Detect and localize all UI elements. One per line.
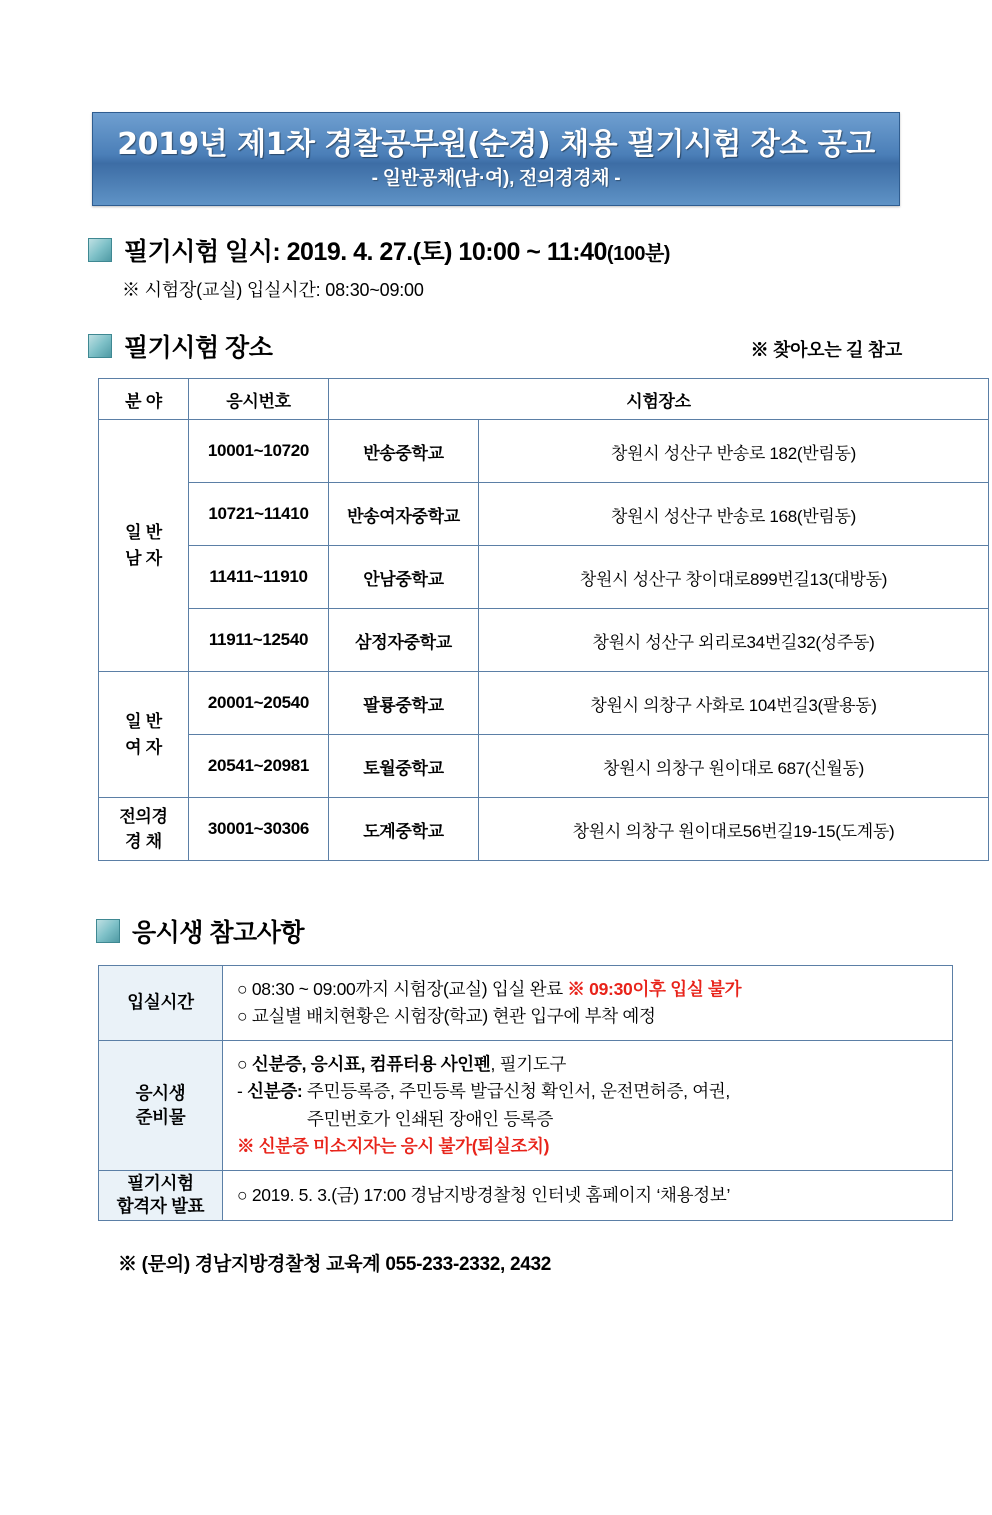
notes-row — [99, 1170, 953, 1220]
table-row — [99, 798, 989, 861]
school-name-cell: 팔룡중학교 — [329, 672, 479, 735]
banner-title: 2019년 제1차 경찰공무원(순경) 채용 필기시험 장소 공고 — [117, 127, 875, 162]
school-name-cell: 반송여자중학교 — [329, 483, 479, 546]
school-address-cell: 창원시 의창구 원이대로 687(신월동) — [479, 735, 989, 798]
notes-line — [237, 976, 940, 1003]
square-bullet-icon — [88, 334, 112, 358]
notes-line — [237, 1078, 940, 1105]
venue-right-note: ※ 찾아오는 길 참고 — [750, 340, 902, 360]
col-numbers: 응시번호 — [189, 379, 329, 420]
table-row — [99, 672, 989, 735]
exam-number-range-cell: 10001~10720 — [189, 420, 329, 483]
notes-text: ○ 08:30 ~ 09:00까지 시험장(교실) 입실 완료 — [237, 979, 568, 999]
school-address-cell: 창원시 성산구 외리로34번길32(성주동) — [479, 609, 989, 672]
contact-line: ※ (문의) 경남지방경찰청 교육계 055-233-2332, 2432 — [118, 1254, 552, 1275]
col-venue: 시험장소 — [329, 379, 989, 420]
school-address-cell: 창원시 성산구 창이대로899번길13(대방동) — [479, 546, 989, 609]
exam-number-range-cell: 11411~11910 — [189, 546, 329, 609]
datetime-heading-main: 필기시험 일시: 2019. 4. 27.(토) 10:00 ~ 11:40 — [124, 238, 607, 266]
school-name-cell: 도계중학교 — [329, 798, 479, 861]
datetime-heading-text — [124, 232, 670, 268]
table-row — [99, 735, 989, 798]
datetime-heading-tail: (100분) — [606, 243, 670, 265]
notes-row — [99, 966, 953, 1041]
notes-label-cell: 필기시험 합격자 발표 — [99, 1170, 223, 1220]
venue-heading-row — [60, 302, 902, 364]
table-row — [99, 420, 989, 483]
notes-text: 주민번호가 인쇄된 장애인 등록증 — [307, 1108, 554, 1129]
datetime-note: ※ 시험장(교실) 입실시간: 08:30~09:00 — [122, 280, 424, 300]
section-heading-venue — [88, 328, 272, 364]
school-name-cell: 반송중학교 — [329, 420, 479, 483]
school-address-cell: 창원시 성산구 반송로 182(반림동) — [479, 420, 989, 483]
notes-table — [98, 965, 953, 1221]
section-heading-datetime — [88, 232, 932, 268]
notes-body-cell — [223, 1041, 953, 1171]
notes-line — [237, 1051, 940, 1078]
school-name-cell: 안남중학교 — [329, 546, 479, 609]
notes-text: ※ 09:30이후 입실 불가 — [567, 979, 742, 999]
venue-table — [98, 378, 989, 861]
notes-row — [99, 1041, 953, 1171]
exam-number-range-cell: 11911~12540 — [189, 609, 329, 672]
notes-text: - — [237, 1081, 248, 1102]
title-banner — [92, 112, 900, 206]
exam-number-range-cell: 20001~20540 — [189, 672, 329, 735]
notes-line — [237, 1182, 940, 1209]
square-bullet-icon — [88, 238, 112, 262]
notes-line — [237, 1106, 940, 1133]
notes-heading-text: 응시생 참고사항 — [132, 919, 304, 947]
notes-text: ○ 2019. 5. 3.(금) 17:00 경남지방경찰청 인터넷 홈페이지 ‘채용정보’ — [237, 1184, 731, 1205]
exam-number-range-cell: 30001~30306 — [189, 798, 329, 861]
notes-body-cell — [223, 1170, 953, 1220]
school-address-cell: 창원시 의창구 사화로 104번길3(팔용동) — [479, 672, 989, 735]
school-address-cell: 창원시 성산구 반송로 168(반림동) — [479, 483, 989, 546]
exam-number-range-cell: 10721~11410 — [189, 483, 329, 546]
table-row — [99, 546, 989, 609]
notes-text: ○ 교실별 배치현황은 시험장(학교) 현관 입구에 부착 예정 — [237, 1006, 656, 1027]
table-row — [99, 609, 989, 672]
table-row — [99, 483, 989, 546]
notes-text: ○ — [237, 1054, 252, 1075]
notes-text: 신분증, 응시표, 컴퓨터용 사인펜 — [251, 1054, 491, 1075]
category-cell: 일 반 남 자 — [99, 420, 189, 672]
category-cell: 전의경 경 채 — [99, 798, 189, 861]
square-bullet-icon — [96, 919, 120, 943]
school-address-cell: 창원시 의창구 원이대로56번길19-15(도계동) — [479, 798, 989, 861]
notes-text: 신분증: — [247, 1081, 303, 1102]
notes-text: 주민등록증, 주민등록 발급신청 확인서, 운전면허증, 여권, — [302, 1081, 730, 1102]
venue-heading-text: 필기시험 장소 — [124, 334, 273, 362]
notes-text: ※ 신분증 미소지자는 응시 불가(퇴실조치) — [237, 1135, 550, 1156]
table-header-row — [99, 379, 989, 420]
notes-line — [237, 1003, 940, 1030]
exam-number-range-cell: 20541~20981 — [189, 735, 329, 798]
notes-body-cell — [223, 966, 953, 1041]
notes-label-cell: 응시생 준비물 — [99, 1041, 223, 1171]
notes-label-cell: 입실시간 — [99, 966, 223, 1041]
category-cell: 일 반 여 자 — [99, 672, 189, 798]
banner-subtitle: - 일반공채(남·여), 전의경경채 - — [371, 168, 621, 189]
section-heading-notes — [96, 913, 932, 949]
notes-text: , 필기도구 — [490, 1054, 567, 1075]
col-category: 분 야 — [99, 379, 189, 420]
document-page — [0, 112, 992, 1515]
school-name-cell: 토월중학교 — [329, 735, 479, 798]
school-name-cell: 삼정자중학교 — [329, 609, 479, 672]
notes-line — [237, 1133, 940, 1160]
